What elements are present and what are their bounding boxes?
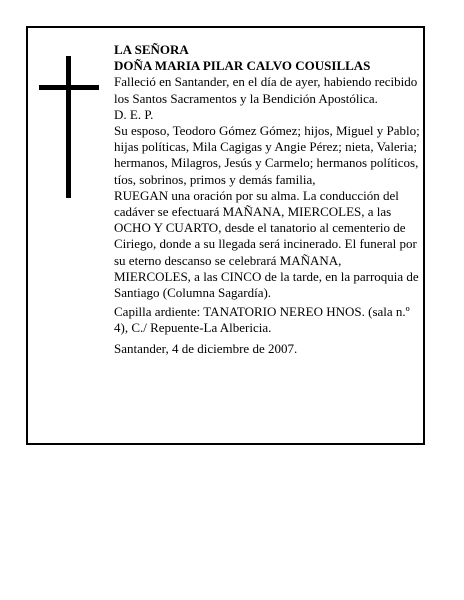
obituary-notice-frame <box>26 26 425 445</box>
notice-date: Santander, 4 de diciembre de 2007. <box>114 340 298 356</box>
chapel-info: Capilla ardiente: TANATORIO NEREO HNOS. (sala n.º 4), C./ Repuente-La Albericia. <box>114 304 410 336</box>
death-announcement-line-2: los Santos Sacramentos y la Bendición Apostólica. <box>114 90 378 106</box>
cross-vertical-bar <box>66 56 71 198</box>
funeral-request: RUEGAN una oración por su alma. La conducción del cadáver se efectuará MAÑANA, MIERCOLES, a las OCHO Y CUARTO, desde el tanatorio al cementerio de Ciriego, donde a su llegada será incinerado. El funeral por su eterno descanso se celebrará MAÑANA, MIERCOLES, a las CINCO de la tarde, en la parroquia de Santiago (Columna Sagardía). <box>114 187 419 301</box>
deceased-name: DOÑA MARIA PILAR CALVO COUSILLAS <box>114 58 371 74</box>
death-announcement-line-1: Falleció en Santander, en el día de ayer, habiendo recibido <box>114 74 418 90</box>
obituary-text <box>114 42 420 357</box>
latin-cross-icon <box>39 56 99 198</box>
family-members: Su esposo, Teodoro Gómez Gómez; hijos, Miguel y Pablo; hijas políticas, Mila Cagigas y Angie Pérez; nieta, Valeria; hermanos, Milagros, Jesús y Carmelo; hermanos políticos, tíos, sobrinos, primos y demás familia, <box>114 123 420 187</box>
cross-horizontal-bar <box>39 85 99 90</box>
notice-title: LA SEÑORA <box>114 42 189 57</box>
rest-in-peace: D. E. P. <box>114 106 154 122</box>
